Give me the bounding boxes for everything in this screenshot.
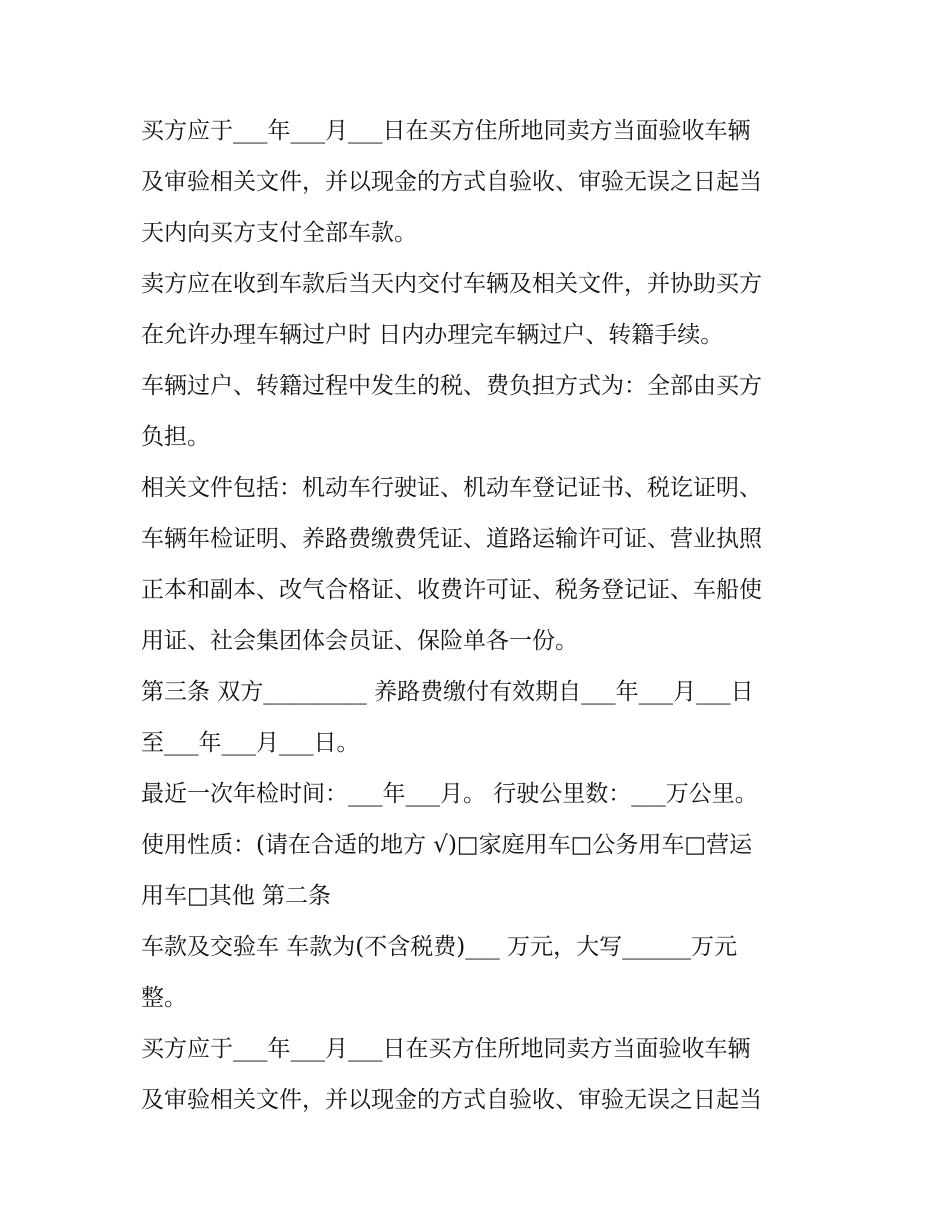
text-line: 最近一次年检时间：___年___月。 行驶公里数：___万公里。 xyxy=(141,781,758,807)
text-line: 在允许办理车辆过户时 日内办理完车辆过户、转籍手续。 xyxy=(141,322,724,348)
text-line: 正本和副本、改气合格证、收费许可证、税务登记证、车船使 xyxy=(141,577,762,603)
text-line: 及审验相关文件，并以现金的方式自验收、审验无误之日起当 xyxy=(141,1087,762,1113)
text-line: 相关文件包括：机动车行驶证、机动车登记证书、税讫证明、 xyxy=(141,475,762,501)
text-line: 车辆过户、转籍过程中发生的税、费负担方式为：全部由买方 xyxy=(141,373,762,399)
text-line: 第三条 双方_________ 养路费缴付有效期自___年___月___日 xyxy=(141,679,754,705)
text-line: 用证、社会集团体会员证、保险单各一份。 xyxy=(141,628,578,654)
text-line: 及审验相关文件，并以现金的方式自验收、审验无误之日起当 xyxy=(141,169,762,195)
text-line: 车辆年检证明、养路费缴费凭证、道路运输许可证、营业执照 xyxy=(141,526,762,552)
text-line: 至___年___月___日。 xyxy=(141,730,360,756)
text-line: 使用性质：(请在合适的地方 √)□家庭用车□公务用车□营运 xyxy=(141,832,753,858)
text-line: 整。 xyxy=(141,985,187,1011)
text-line: 天内向买方支付全部车款。 xyxy=(141,220,417,246)
text-line: 买方应于___年___月___日在买方住所地同卖方当面验收车辆 xyxy=(141,118,751,144)
text-line: 买方应于___年___月___日在买方住所地同卖方当面验收车辆 xyxy=(141,1036,751,1062)
text-line: 负担。 xyxy=(141,424,210,450)
text-line: 车款及交验车 车款为(不含税费)___ 万元，大写______万元 xyxy=(141,934,738,960)
text-line: 卖方应在收到车款后当天内交付车辆及相关文件，并协助买方 xyxy=(141,271,762,297)
document-body xyxy=(141,106,821,1126)
text-line: 用车□其他 第二条 xyxy=(141,883,332,909)
